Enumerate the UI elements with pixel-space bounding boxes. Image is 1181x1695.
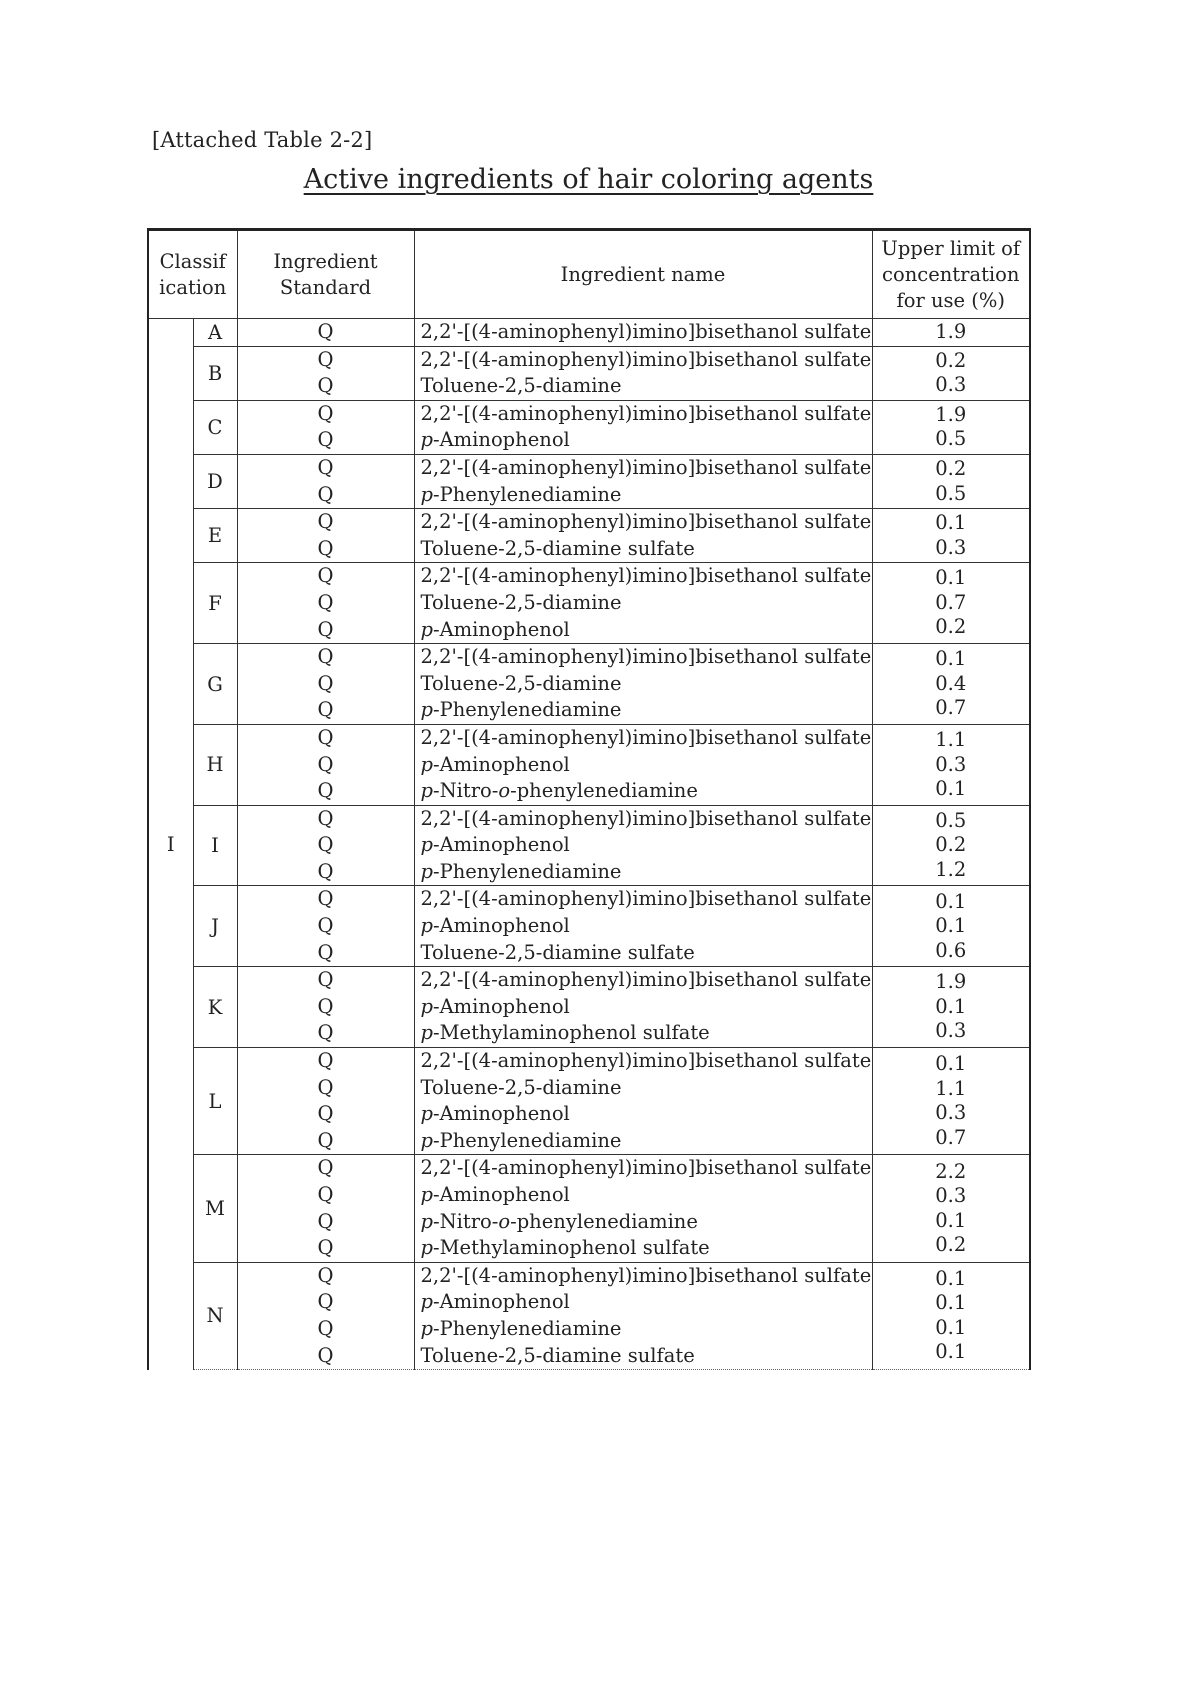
- upper-limit-cell: [872, 400, 1030, 454]
- ingredient-name: p-Aminophenol: [420, 833, 570, 857]
- table-row: [148, 967, 1030, 1048]
- sub-classification: J: [193, 886, 237, 967]
- table-row: [148, 319, 1030, 347]
- ingredient-standard-cell: [237, 509, 414, 563]
- ingredient-standard: Q: [317, 645, 334, 669]
- ingredient-name: p-Aminophenol: [420, 1183, 570, 1206]
- ingredient-standard: Q: [317, 1209, 334, 1233]
- ingredient-name: 2,2'-[(4-aminophenyl)imino]bisethanol sulfate: [420, 645, 872, 669]
- ingredient-name: 2,2'-[(4-aminophenyl)imino]bisethanol sulfate: [420, 1049, 872, 1073]
- upper-limit-value: 0.3: [935, 752, 967, 776]
- ingredient-standard: Q: [317, 1183, 334, 1206]
- upper-limit-cell: [872, 346, 1030, 400]
- upper-limit-value: 0.1: [935, 647, 967, 671]
- sub-classification: G: [193, 644, 237, 725]
- upper-limit-cell: [872, 319, 1030, 347]
- upper-limit-value: 0.1: [935, 777, 967, 801]
- ingredient-name-cell: [414, 400, 872, 454]
- ingredient-standard: Q: [317, 887, 334, 911]
- upper-limit-value: 0.2: [935, 1233, 967, 1257]
- ingredient-standard: Q: [317, 940, 334, 964]
- sub-classification: A: [193, 319, 237, 347]
- ingredient-standard-cell: [237, 1262, 414, 1369]
- ingredient-standard: Q: [317, 914, 334, 938]
- ingredient-standard: Q: [317, 482, 334, 506]
- upper-limit-value: 0.1: [935, 1266, 967, 1290]
- upper-limit-value: 0.1: [935, 889, 967, 913]
- upper-limit-value: 0.1: [935, 1052, 967, 1076]
- upper-limit-value: 0.5: [935, 808, 967, 832]
- upper-limit-cell: [872, 509, 1030, 563]
- header-standard: Ingredient Standard: [237, 230, 414, 319]
- sub-classification: N: [193, 1262, 237, 1369]
- ingredient-name-cell: [414, 563, 872, 644]
- ingredient-standard: Q: [317, 994, 334, 1018]
- upper-limit-value: 0.7: [935, 590, 967, 614]
- ingredient-name: p-Aminophenol: [420, 1102, 570, 1126]
- ingredient-name-cell: [414, 346, 872, 400]
- upper-limit-value: 0.1: [935, 511, 967, 535]
- ingredient-standard: Q: [317, 833, 334, 857]
- ingredient-standard-cell: [237, 563, 414, 644]
- upper-limit-value: 1.9: [935, 402, 967, 426]
- upper-limit-cell: [872, 805, 1030, 886]
- table-row: [148, 805, 1030, 886]
- table-row: [148, 563, 1030, 644]
- ingredient-name: p-Aminophenol: [420, 1290, 570, 1314]
- ingredient-name: Toluene-2,5-diamine: [420, 671, 622, 695]
- ingredient-name-cell: [414, 454, 872, 508]
- upper-limit-value: 0.1: [935, 566, 967, 590]
- table-row: [148, 644, 1030, 725]
- ingredient-standard: Q: [317, 564, 334, 588]
- upper-limit-value: 0.2: [935, 615, 967, 639]
- ingredient-standard: Q: [317, 510, 334, 534]
- upper-limit-cell: [872, 1155, 1030, 1262]
- ingredient-standard-cell: [237, 644, 414, 725]
- ingredient-standard-cell: [237, 400, 414, 454]
- table-row: [148, 724, 1030, 805]
- upper-limit-value: 0.1: [935, 994, 967, 1018]
- ingredient-standard-cell: [237, 886, 414, 967]
- ingredient-name-cell: [414, 644, 872, 725]
- upper-limit-cell: [872, 563, 1030, 644]
- ingredient-name: p-Aminophenol: [420, 994, 570, 1018]
- ingredient-name: 2,2'-[(4-aminophenyl)imino]bisethanol sulfate: [420, 320, 872, 343]
- ingredient-name-cell: [414, 967, 872, 1048]
- upper-limit-value: 0.3: [935, 373, 967, 397]
- ingredient-name: 2,2'-[(4-aminophenyl)imino]bisethanol sulfate: [420, 887, 872, 911]
- ingredient-standard: Q: [317, 1236, 334, 1260]
- upper-limit-value: 0.4: [935, 671, 967, 695]
- sub-classification: E: [193, 509, 237, 563]
- table-caption: [Attached Table 2-2]: [152, 128, 373, 152]
- ingredient-name: 2,2'-[(4-aminophenyl)imino]bisethanol sulfate: [420, 347, 872, 371]
- ingredient-standard: Q: [317, 1075, 334, 1099]
- ingredient-standard: Q: [317, 968, 334, 992]
- ingredient-name-cell: [414, 509, 872, 563]
- ingredient-name: p-Phenylenediamine: [420, 698, 622, 722]
- header-row: [148, 230, 1030, 319]
- ingredient-standard: Q: [317, 1290, 334, 1314]
- table-row: [148, 346, 1030, 400]
- table-row: [148, 886, 1030, 967]
- ingredient-name-cell: [414, 886, 872, 967]
- ingredient-name: Toluene-2,5-diamine sulfate: [420, 1343, 695, 1367]
- ingredient-standard-cell: [237, 454, 414, 508]
- upper-limit-value: 0.1: [935, 1208, 967, 1232]
- ingredient-standard: Q: [317, 428, 334, 452]
- upper-limit-cell: [872, 724, 1030, 805]
- upper-limit-cell: [872, 967, 1030, 1048]
- ingredient-standard: Q: [317, 725, 334, 749]
- upper-limit-value: 0.5: [935, 427, 967, 451]
- ingredients-table: [147, 228, 1031, 1370]
- ingredient-name: p-Aminophenol: [420, 914, 570, 938]
- major-classification: I: [148, 319, 193, 1370]
- ingredient-standard: Q: [317, 590, 334, 614]
- ingredient-name-cell: [414, 805, 872, 886]
- upper-limit-value: 0.6: [935, 938, 967, 962]
- ingredient-standard-cell: [237, 319, 414, 347]
- table-body: [148, 319, 1030, 1370]
- ingredient-name-cell: [414, 1262, 872, 1369]
- ingredient-standard-cell: [237, 805, 414, 886]
- ingredient-name: p-Aminophenol: [420, 752, 570, 776]
- upper-limit-cell: [872, 454, 1030, 508]
- ingredient-standard: Q: [317, 1343, 334, 1367]
- upper-limit-value: 0.5: [935, 481, 967, 505]
- ingredient-standard: Q: [317, 1316, 334, 1340]
- upper-limit-value: 0.2: [935, 833, 967, 857]
- upper-limit-cell: [872, 644, 1030, 725]
- upper-limit-value: 2.2: [935, 1159, 967, 1183]
- sub-classification: K: [193, 967, 237, 1048]
- page-title: Active ingredients of hair coloring agents: [303, 164, 874, 195]
- ingredient-standard: Q: [317, 859, 334, 883]
- upper-limit-value: 1.1: [935, 728, 967, 752]
- ingredient-name: p-Nitro-o-phenylenediamine: [420, 779, 698, 803]
- ingredient-standard-cell: [237, 724, 414, 805]
- header-ingredient-name: Ingredient name: [414, 230, 872, 319]
- ingredient-name-cell: [414, 1048, 872, 1155]
- upper-limit-value: 1.9: [935, 320, 967, 344]
- ingredient-name-cell: [414, 1155, 872, 1262]
- ingredient-standard-cell: [237, 967, 414, 1048]
- ingredient-name: 2,2'-[(4-aminophenyl)imino]bisethanol sulfate: [420, 401, 872, 425]
- sub-classification: D: [193, 454, 237, 508]
- ingredient-name: 2,2'-[(4-aminophenyl)imino]bisethanol sulfate: [420, 1156, 872, 1180]
- ingredient-name-cell: [414, 724, 872, 805]
- upper-limit-value: 1.9: [935, 970, 967, 994]
- upper-limit-cell: [872, 1048, 1030, 1155]
- ingredient-standard: Q: [317, 401, 334, 425]
- table-row: [148, 1262, 1030, 1369]
- ingredient-standard: Q: [317, 1263, 334, 1287]
- ingredient-name: p-Methylaminophenol sulfate: [420, 1021, 710, 1045]
- ingredient-name: p-Aminophenol: [420, 617, 570, 641]
- ingredient-name: 2,2'-[(4-aminophenyl)imino]bisethanol sulfate: [420, 725, 872, 749]
- ingredient-standard-cell: [237, 1155, 414, 1262]
- upper-limit-value: 0.1: [935, 1291, 967, 1315]
- ingredient-standard: Q: [317, 455, 334, 479]
- ingredient-name: 2,2'-[(4-aminophenyl)imino]bisethanol sulfate: [420, 968, 872, 992]
- sub-classification: L: [193, 1048, 237, 1155]
- ingredient-name: p-Methylaminophenol sulfate: [420, 1236, 710, 1260]
- upper-limit-value: 0.1: [935, 914, 967, 938]
- upper-limit-cell: [872, 886, 1030, 967]
- header-classification: Classification: [148, 230, 237, 319]
- table-row: [148, 1048, 1030, 1155]
- ingredient-standard: Q: [317, 752, 334, 776]
- upper-limit-value: 0.3: [935, 1101, 967, 1125]
- upper-limit-value: 1.1: [935, 1076, 967, 1100]
- upper-limit-value: 0.3: [935, 1184, 967, 1208]
- sub-classification: H: [193, 724, 237, 805]
- upper-limit-value: 0.7: [935, 1125, 967, 1149]
- ingredient-name: Toluene-2,5-diamine sulfate: [420, 940, 695, 964]
- table-row: [148, 509, 1030, 563]
- ingredient-standard: Q: [317, 1102, 334, 1126]
- ingredient-name: Toluene-2,5-diamine: [420, 1075, 622, 1099]
- ingredient-standard: Q: [317, 698, 334, 722]
- header-upper-limit: Upper limit of concentration for use (%): [872, 230, 1030, 319]
- ingredient-standard: Q: [317, 671, 334, 695]
- upper-limit-value: 0.3: [935, 535, 967, 559]
- ingredient-standard-cell: [237, 346, 414, 400]
- table-row: [148, 400, 1030, 454]
- ingredient-name: p-Aminophenol: [420, 428, 570, 452]
- table-row: [148, 454, 1030, 508]
- ingredient-name: 2,2'-[(4-aminophenyl)imino]bisethanol sulfate: [420, 1263, 872, 1287]
- ingredient-name: p-Phenylenediamine: [420, 1128, 622, 1152]
- upper-limit-value: 0.1: [935, 1340, 967, 1364]
- sub-classification: M: [193, 1155, 237, 1262]
- ingredient-name: Toluene-2,5-diamine sulfate: [420, 536, 695, 560]
- sub-classification: B: [193, 346, 237, 400]
- ingredient-name: Toluene-2,5-diamine: [420, 374, 622, 398]
- ingredient-name: p-Phenylenediamine: [420, 482, 622, 506]
- ingredient-standard: Q: [317, 536, 334, 560]
- ingredient-standard: Q: [317, 1156, 334, 1180]
- ingredient-name: Toluene-2,5-diamine: [420, 590, 622, 614]
- ingredient-name-cell: [414, 319, 872, 347]
- ingredient-name: 2,2'-[(4-aminophenyl)imino]bisethanol sulfate: [420, 510, 872, 534]
- ingredient-name: 2,2'-[(4-aminophenyl)imino]bisethanol sulfate: [420, 564, 872, 588]
- upper-limit-value: 0.3: [935, 1019, 967, 1043]
- sub-classification: F: [193, 563, 237, 644]
- ingredient-standard: Q: [317, 1128, 334, 1152]
- ingredient-name: p-Phenylenediamine: [420, 1316, 622, 1340]
- ingredient-standard-cell: [237, 1048, 414, 1155]
- ingredient-standard: Q: [317, 1049, 334, 1073]
- upper-limit-cell: [872, 1262, 1030, 1369]
- ingredient-standard: Q: [317, 374, 334, 398]
- ingredient-name: p-Nitro-o-phenylenediamine: [420, 1209, 698, 1233]
- upper-limit-value: 0.2: [935, 348, 967, 372]
- ingredient-name: 2,2'-[(4-aminophenyl)imino]bisethanol sulfate: [420, 806, 872, 830]
- ingredient-standard: Q: [317, 1021, 334, 1045]
- ingredient-name: p-Phenylenediamine: [420, 859, 622, 883]
- ingredient-standard: Q: [317, 347, 334, 371]
- ingredient-standard: Q: [317, 320, 334, 343]
- ingredient-standard: Q: [317, 617, 334, 641]
- table-row: [148, 1155, 1030, 1262]
- upper-limit-value: 1.2: [935, 857, 967, 881]
- upper-limit-value: 0.2: [935, 457, 967, 481]
- ingredient-standard: Q: [317, 779, 334, 803]
- upper-limit-value: 0.7: [935, 696, 967, 720]
- upper-limit-value: 0.1: [935, 1315, 967, 1339]
- ingredient-name: 2,2'-[(4-aminophenyl)imino]bisethanol sulfate: [420, 455, 872, 479]
- ingredient-standard: Q: [317, 806, 334, 830]
- sub-classification: I: [193, 805, 237, 886]
- sub-classification: C: [193, 400, 237, 454]
